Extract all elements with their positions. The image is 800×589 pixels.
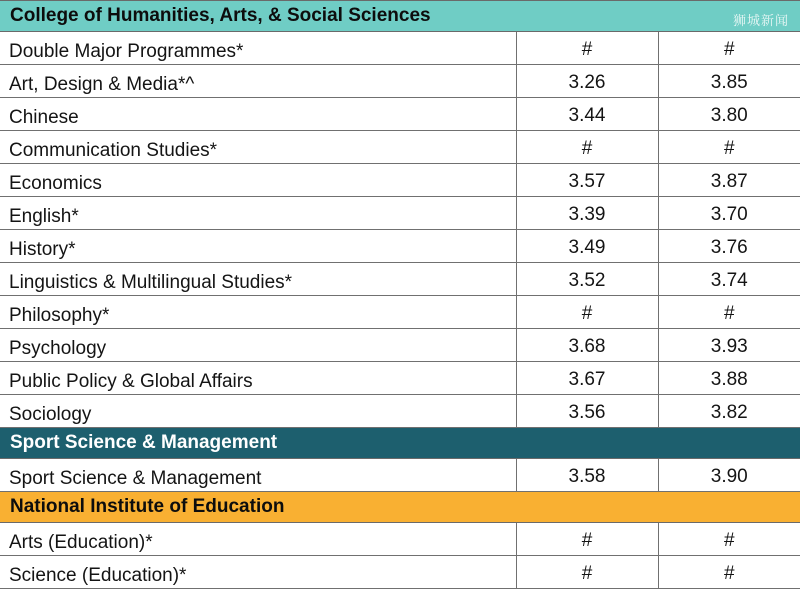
programme-name: Science (Education)*: [0, 556, 516, 589]
watermark-logo: 狮城新闻: [732, 14, 789, 29]
score-col2: 3.87: [658, 164, 800, 197]
score-col2: 3.88: [658, 362, 800, 395]
table-row: [0, 131, 800, 164]
score-col2: #: [658, 556, 800, 589]
table-row: [0, 164, 800, 197]
score-col1: 3.49: [516, 230, 658, 263]
score-col2: 3.82: [658, 395, 800, 428]
table-row: [0, 32, 800, 65]
score-col1: 3.52: [516, 263, 658, 296]
table-row: [0, 263, 800, 296]
table-row: [0, 362, 800, 395]
programme-name: Art, Design & Media*^: [0, 65, 516, 98]
table-row: [0, 329, 800, 362]
score-col2: 3.76: [658, 230, 800, 263]
programme-name: History*: [0, 230, 516, 263]
programme-name: Public Policy & Global Affairs: [0, 362, 516, 395]
score-col2: 3.80: [658, 98, 800, 131]
programme-name: Sociology: [0, 395, 516, 428]
programme-name: Communication Studies*: [0, 131, 516, 164]
programme-name: Arts (Education)*: [0, 523, 516, 556]
score-col1: 3.57: [516, 164, 658, 197]
table-row: [0, 197, 800, 230]
score-col2: #: [658, 523, 800, 556]
section-header-sport-science: [0, 428, 800, 459]
table-row: [0, 296, 800, 329]
score-col1: #: [516, 556, 658, 589]
score-col1: 3.68: [516, 329, 658, 362]
programme-name: Chinese: [0, 98, 516, 131]
score-col2: 3.70: [658, 197, 800, 230]
table-row: [0, 556, 800, 589]
table-row: [0, 523, 800, 556]
programme-name: Psychology: [0, 329, 516, 362]
section-title: College of Humanities, Arts, & Social Sciences: [0, 1, 800, 32]
programme-name: Double Major Programmes*: [0, 32, 516, 65]
table-row: [0, 230, 800, 263]
score-col1: 3.67: [516, 362, 658, 395]
programme-name: Economics: [0, 164, 516, 197]
section-header-humanities: [0, 1, 800, 32]
score-col1: 3.56: [516, 395, 658, 428]
programme-name: Sport Science & Management: [0, 459, 516, 492]
programme-name: Philosophy*: [0, 296, 516, 329]
score-col2: 3.90: [658, 459, 800, 492]
score-col2: #: [658, 296, 800, 329]
score-col1: 3.58: [516, 459, 658, 492]
section-title: National Institute of Education: [0, 492, 800, 523]
score-col1: #: [516, 296, 658, 329]
score-col2: 3.93: [658, 329, 800, 362]
score-col1: 3.39: [516, 197, 658, 230]
score-col2: #: [658, 131, 800, 164]
score-col2: 3.74: [658, 263, 800, 296]
table-row: [0, 65, 800, 98]
table-row: [0, 98, 800, 131]
score-col1: 3.26: [516, 65, 658, 98]
score-col1: 3.44: [516, 98, 658, 131]
table-row: [0, 459, 800, 492]
score-col2: #: [658, 32, 800, 65]
section-header-nie: [0, 492, 800, 523]
programme-name: Linguistics & Multilingual Studies*: [0, 263, 516, 296]
programme-name: English*: [0, 197, 516, 230]
score-col2: 3.85: [658, 65, 800, 98]
section-title: Sport Science & Management: [0, 428, 800, 459]
score-col1: #: [516, 32, 658, 65]
table-row: [0, 395, 800, 428]
score-col1: #: [516, 131, 658, 164]
score-col1: #: [516, 523, 658, 556]
